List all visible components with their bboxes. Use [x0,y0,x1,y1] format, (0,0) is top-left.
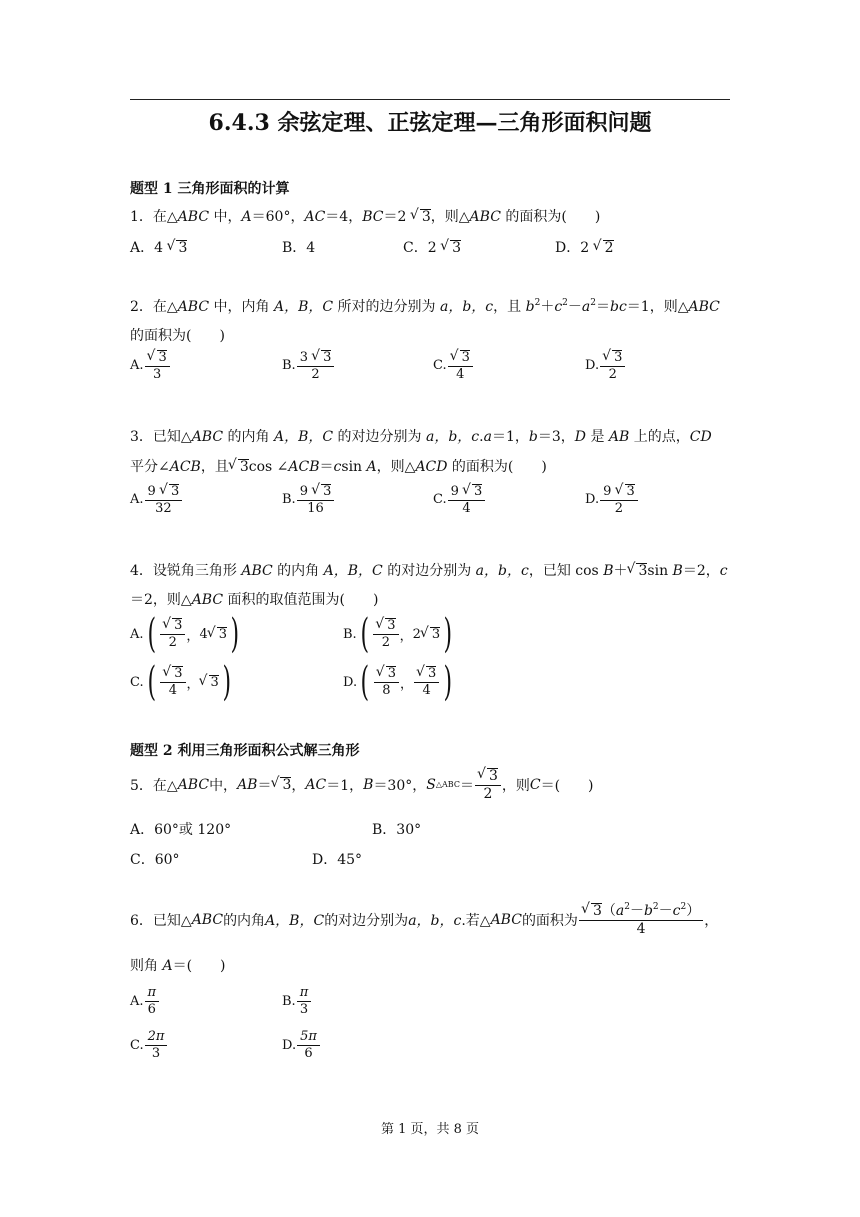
option-letter: B. [282,993,296,1009]
question-4-stem [130,560,728,580]
text: 2．在△ [130,299,178,315]
text: ＝3， [537,429,575,445]
text: 的对边分别为 [333,429,426,445]
option-letter: A. [130,993,144,1009]
q2-option-b[interactable] [282,350,335,381]
coefficient: 9 [299,484,313,499]
text: 上的点， [629,429,690,445]
text: ABC [191,592,224,608]
text: a [581,299,591,315]
text: 中， [209,777,238,794]
header-rule [130,99,730,100]
coefficient: 3 [299,350,313,365]
sqrt: √ 3 [636,563,647,579]
q4-option-d[interactable] [343,659,456,705]
text: A [241,209,252,225]
fraction [600,484,638,515]
text: ， [291,777,306,794]
sqrt: √ 3 [238,459,249,475]
text: ＝( ) [172,958,226,974]
text: ） [686,903,701,919]
text: a，b，c [426,429,480,445]
q5-option-b[interactable]: B．30° [372,822,422,838]
text: 的面积为( ) [447,459,547,475]
fraction [145,1030,168,1060]
text: ABC [191,429,224,445]
text: 面积的取值范围为( ) [223,592,379,608]
q5-option-c[interactable]: C．60° [130,852,180,868]
sqrt: √ 3 [217,627,227,642]
text: ABC [469,209,501,225]
q1-option-d[interactable] [555,237,614,257]
text: ＝( ) [540,777,594,794]
sqrt: √ 3 [172,618,182,633]
text: c [672,903,681,919]
text: bc [609,299,627,315]
denominator: 8 [382,683,391,698]
text: 中，内角 [209,299,274,315]
sqrt: √ 3 [321,484,331,499]
q4-option-b[interactable] [343,611,456,657]
text: ABC [191,911,224,928]
question-3-stem [130,426,712,446]
option-text: B．4 [282,240,316,256]
q2-option-d[interactable] [585,350,626,381]
sqrt: √ 3 [460,350,470,365]
text: ＝30°， [373,777,427,794]
text: 3．已知△ [130,429,192,445]
text: 的对边分别为 [382,563,476,579]
text: 所对的边分别为 [333,299,440,315]
fraction [160,618,185,649]
option-letter: B. [282,492,296,508]
q3-option-b[interactable] [282,484,335,515]
sqrt: √ 3 [176,240,187,256]
text: b [643,903,653,919]
fraction [297,986,312,1016]
text: 的内角 [272,563,324,579]
separator: ， [399,628,413,644]
text: ABC [177,209,210,225]
text: ，已知 cos [528,563,604,579]
left-bracket: ( [147,611,156,657]
sqrt: √ 3 [280,777,291,793]
separator: ， [399,676,413,692]
text: ＝ [319,459,334,475]
sqrt: √ 3 [612,350,622,365]
fraction [145,350,170,381]
option-text: A．4 [130,240,168,256]
sqrt: √ 3 [209,675,219,690]
numerator: 2π [147,1029,165,1044]
q4-option-c[interactable] [130,659,234,705]
fraction [297,484,335,515]
section-heading-1: 题型 1 三角形面积的计算 [130,181,290,197]
left-bracket: ( [360,611,369,657]
denominator: 32 [155,500,172,516]
sqrt: √ 3 [625,484,635,499]
right-bracket: ) [230,611,240,657]
text: ABC [490,911,522,928]
sqrt: √ 3 [386,666,396,681]
text: CD [689,429,712,445]
option-letter: D. [282,1037,297,1053]
sqrt: √ 3 [420,209,431,225]
text: AB [237,776,258,793]
text: sin [647,563,673,579]
text: 平分∠ [130,459,170,475]
section-heading-2: 题型 2 利用三角形面积公式解三角形 [130,743,360,759]
option-letter: C. [433,358,447,374]
coefficient: 4 [199,626,208,642]
sqrt: √ 3 [430,627,440,642]
denominator: 3 [299,1001,309,1017]
text: ACB [288,459,320,475]
denominator: 3 [151,1045,161,1061]
question-1-stem [130,206,600,226]
text: ，且 [200,459,229,475]
q6-option-b[interactable] [282,986,312,1016]
option-letter: B. [343,626,357,642]
option-letter: C. [433,492,447,508]
text: 的内角 [223,912,266,929]
denominator: 3 [153,366,162,382]
sqrt: √ 3 [172,666,182,681]
denominator: 2 [614,500,624,516]
text: a，b，c [440,299,494,315]
text: － [658,903,673,919]
text: c [719,563,728,579]
option-letter: C. [130,674,144,690]
question-6-stem-line2 [130,955,226,975]
text: 的面积为( ) [500,209,601,225]
question-4-stem-line2 [130,589,378,609]
sqrt: √ 3 [426,666,436,681]
text: BC [362,209,384,225]
text: B [672,563,683,579]
option-letter: D. [585,358,600,374]
text: ＋ [613,563,628,579]
q5-option-d[interactable]: D．45° [312,852,363,868]
text: D [574,429,587,445]
text: S [426,776,436,793]
coefficient: 2 [412,626,421,642]
denominator: 2 [168,635,177,650]
fraction [160,666,185,697]
text: A [162,958,173,974]
text: a [615,903,625,919]
text: 6．已知△ [130,912,192,929]
q3-option-d[interactable] [585,484,639,515]
question-5-stem: 5．在△ ABC 中， AB ＝ √ 3 ， AC ＝1， B ＝30°， S △ABC ＝ √ $\frac{3}{2}$ ，则 C ＝( ) [130,768,594,801]
text: ＝1，则△ [626,299,689,315]
text: a，b，c [475,563,529,579]
text: ＝ [459,777,474,794]
text: c [333,459,342,475]
option-text: C．2 [403,240,442,256]
text: － [629,903,644,919]
coefficient: 9 [603,484,616,499]
q6-option-a[interactable] [130,986,160,1016]
sqrt: √ 3 [487,768,498,784]
fraction [297,350,335,381]
text: ＝2 [383,209,411,225]
question-2-stem [130,296,720,316]
text: ABC [688,299,720,315]
denominator: 2 [381,635,391,650]
q1-option-c[interactable] [403,237,461,257]
text: ，则△ [376,459,416,475]
question-2-stem-line2: 的面积为( ) [130,328,225,344]
text: ＝1， [491,429,529,445]
sqrt: √ 3 [169,484,179,499]
fraction [373,618,398,649]
fraction [600,350,625,381]
q1-option-b[interactable] [282,237,315,257]
text: ACB [169,459,201,475]
text: ＝1， [326,777,364,794]
text: ＝2，则△ [130,592,192,608]
text: ＝60°， [251,209,305,225]
fraction [414,666,439,697]
text: A，B，C [273,299,334,315]
q6-option-c[interactable] [130,1030,168,1060]
denominator: 2 [608,366,617,382]
text: ，则 [501,777,530,794]
fraction [297,1030,320,1060]
option-letter: D. [343,674,358,690]
option-letter: A. [130,492,144,508]
exponent: 2 [590,298,596,308]
sqrt: √ 3 [385,618,395,633]
fraction [374,666,399,697]
text: c [554,299,563,315]
text: ＝ [257,777,272,794]
text: ABC [177,299,210,315]
q3-option-c[interactable] [433,484,486,515]
text: 则角 [130,958,163,974]
option-text: D．2 [555,240,594,256]
text: cos ∠ [248,459,289,475]
fraction [475,768,501,801]
exponent: 2 [534,298,541,308]
text: b [525,299,535,315]
question-6-stem [130,903,718,936]
right-bracket: ) [443,659,453,705]
text: 的内角 [223,429,274,445]
denominator: 2 [483,785,493,802]
left-bracket: ( [147,659,156,705]
q1-option-a[interactable] [130,237,187,257]
exponent: 2 [624,902,630,912]
denominator: 4 [462,500,471,516]
denominator: 6 [304,1045,313,1061]
text: A，B，C [273,429,334,445]
fraction [448,350,473,381]
text: b [528,429,538,445]
q3-option-a[interactable] [130,484,183,515]
text: 的面积为 [521,912,578,929]
numerator: π [299,985,309,1000]
text: 4．设锐角三角形 [130,563,242,579]
text: .若△ [461,912,491,929]
sqrt: √ 3 [591,903,602,919]
denominator: 2 [311,366,320,382]
text: 1．在△ [130,209,178,225]
text: AC [305,776,327,793]
left-bracket: ( [360,659,370,705]
question-3-stem-line2 [130,456,547,476]
text: 中， [209,209,242,225]
text: 5．在△ [130,777,178,794]
text: ACD [415,459,448,475]
text: a [483,429,492,445]
numerator: π [147,985,157,1000]
exponent: 2 [652,902,659,912]
denominator: 16 [307,500,324,516]
right-bracket: ) [222,659,231,705]
q5-option-a[interactable]: A．60°或 120° [130,822,232,838]
text: sin [341,459,367,475]
fraction [145,484,183,515]
numerator: 5π [300,1029,317,1044]
fraction [448,484,486,515]
sqrt: √ 3 [472,484,482,499]
sqrt: √ 3 [450,240,461,256]
denominator: 4 [456,366,465,382]
text: （ [601,903,616,919]
text: － [567,299,582,315]
text: ，且 [493,299,526,315]
text: ＝ [595,299,610,315]
text: C [529,776,541,793]
text: ＋ [540,299,555,315]
denominator: 4 [422,683,431,698]
option-letter: A. [130,626,144,642]
text: ABC [177,776,210,793]
q2-option-c[interactable] [433,350,474,381]
option-letter: B. [282,358,296,374]
text: ＝4， [325,209,363,225]
text: B [603,563,614,579]
right-bracket: ) [443,611,453,657]
option-letter: A. [130,358,144,374]
text: AB [608,429,630,445]
separator: ， [186,676,200,692]
text: ，则△ [430,209,470,225]
text: A [366,459,377,475]
exponent: 2 [562,298,568,308]
q4-option-a[interactable] [130,611,243,657]
denominator: 6 [147,1001,156,1017]
exponent: 2 [680,902,687,912]
denominator: 4 [168,683,178,698]
page-footer: 第 1 页，共 8 页 [380,1122,480,1137]
text: A，B，C [323,563,383,579]
q2-option-a[interactable] [130,350,171,381]
text: A，B，C [265,912,325,929]
text: B [363,776,374,793]
fraction [145,986,160,1016]
denominator: 4 [636,920,646,937]
text: ， [704,912,719,929]
text: a，b，c [408,912,462,929]
page-title: 6.4.3 余弦定理、正弦定理—三角形面积问题 [208,110,652,136]
sqrt: √ 2 [603,240,614,256]
sqrt: √ 3 [321,350,331,365]
option-letter: D. [585,492,600,508]
separator: ， [186,628,200,644]
q6-option-d[interactable] [282,1030,321,1060]
text: ABC [241,563,273,579]
coefficient: 9 [147,484,160,499]
fraction [579,903,703,936]
text: 的对边分别为 [324,912,409,929]
sqrt: √ 3 [157,350,167,365]
text: ＝2， [682,563,720,579]
text: . [479,429,484,445]
text: 是 [586,429,609,445]
text: AC [304,209,326,225]
coefficient: 9 [450,484,464,499]
option-letter: C. [130,1037,144,1053]
